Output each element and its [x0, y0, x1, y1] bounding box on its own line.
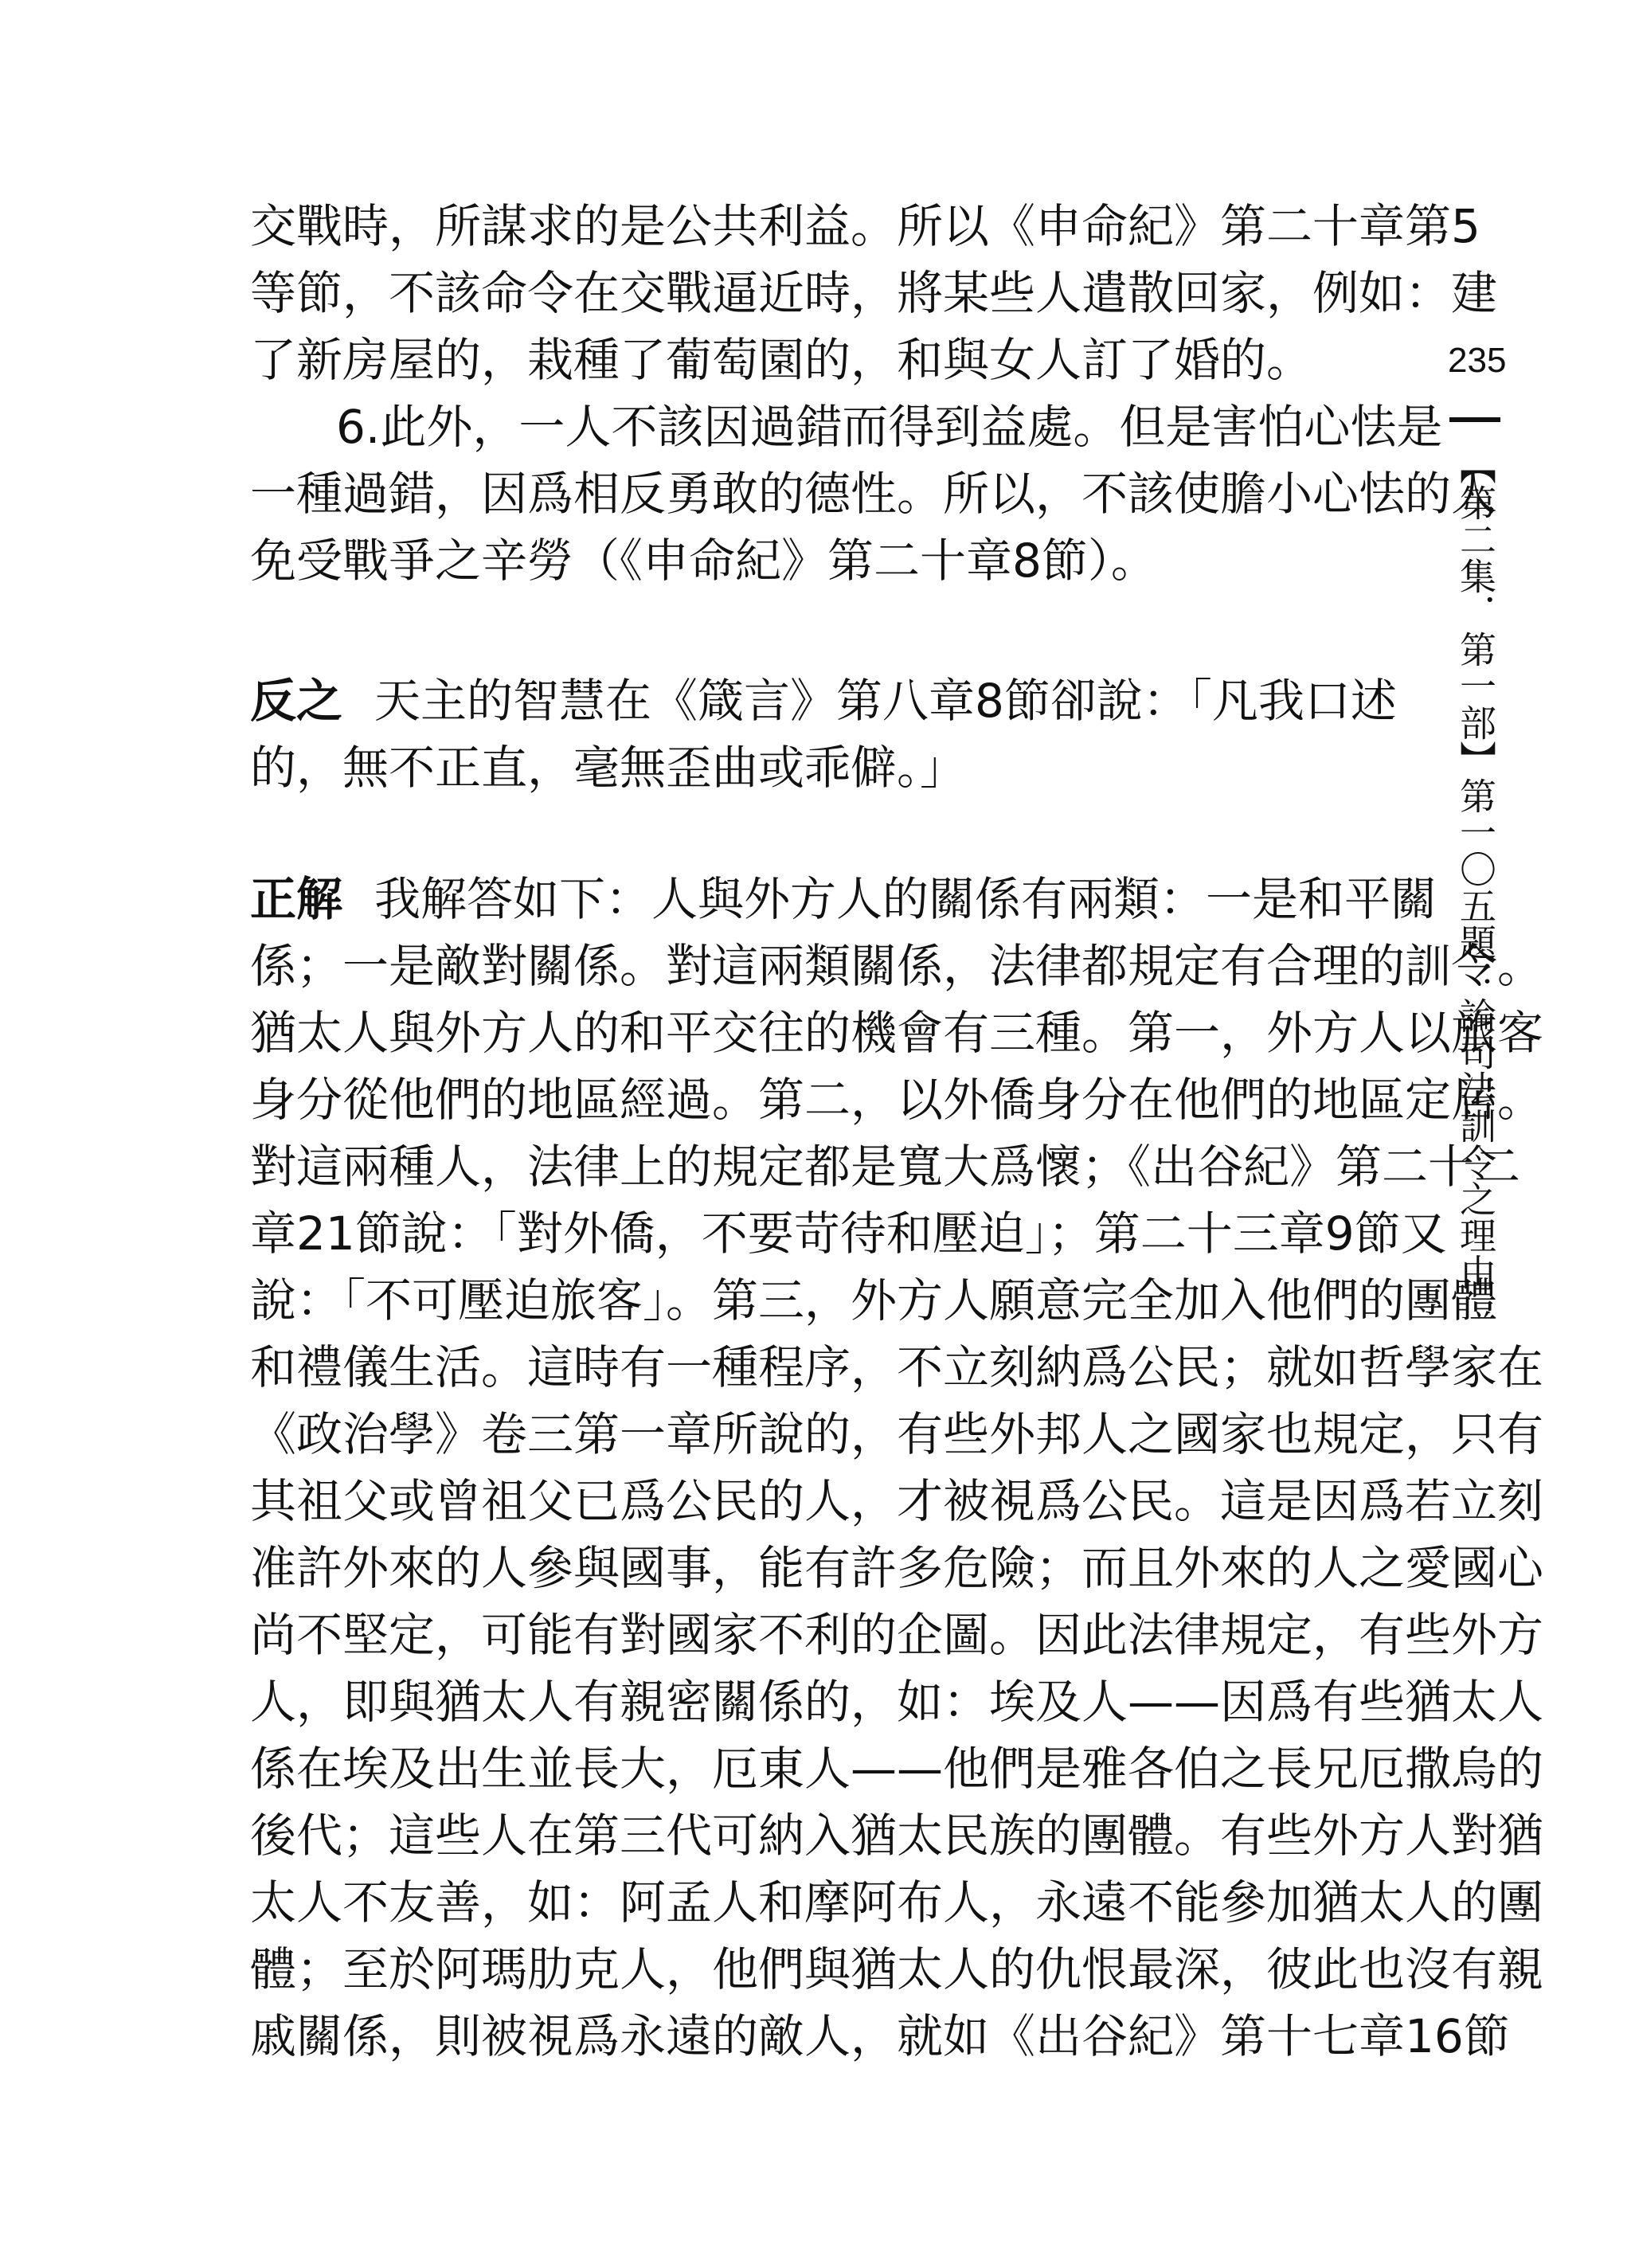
paragraph-2: [250, 393, 1498, 594]
text-line: 戚關係，則被視爲永遠的敵人，就如《出谷紀》第十七章16節: [250, 2009, 1510, 2063]
text-line: 係；一是敵對關係。對這兩類關係，法律都規定有合理的訓令。: [250, 939, 1544, 993]
text-segment: 我解答如下：人與外方人的關係有兩類：一是和平關: [374, 872, 1437, 926]
text-line: 和禮儀生活。這時有一種程序，不立刻納爲公民；就如哲學家在: [250, 1340, 1544, 1394]
sed-contra: [250, 667, 1397, 801]
text-line: 人，即與猶太人有親密關係的，如：埃及人——因爲有些猶太人: [250, 1675, 1544, 1729]
text-line: 係在埃及出生並長大，厄東人——他們是雅各伯之長兄厄撒烏的: [250, 1742, 1544, 1796]
text-segment: 天主的智慧在《箴言》第八章8節卻說：「凡我口述: [374, 674, 1397, 728]
text-line: 准許外來的人參與國事，能有許多危險；而且外來的人之愛國心: [250, 1541, 1544, 1595]
text-line: 等節，不該命令在交戰逼近時，將某些人遣散回家，例如：建: [250, 266, 1498, 320]
page-number: 235: [1448, 341, 1507, 380]
text-line: 的，無不正直，毫無歪曲或乖僻。」: [250, 741, 967, 795]
text-line: 了新房屋的，栽種了葡萄園的，和與女人訂了婚的。: [250, 333, 1313, 387]
text-line: 說：「不可壓迫旅客」。第三，外方人願意完全加入他們的團體: [250, 1273, 1498, 1328]
text-line: 免受戰爭之辛勞（《申命紀》第二十章8節）。: [250, 534, 1157, 588]
text-line: 一種過錯，因爲相反勇敢的德性。所以，不該使膽小心怯的人: [250, 467, 1498, 521]
text-line: 6.此外，一人不該因過錯而得到益處。但是害怕心怯是: [336, 400, 1443, 454]
text-line: 交戰時，所謀求的是公共利益。所以《申命紀》第二十章第5: [250, 199, 1480, 253]
text-line: 後代；這些人在第三代可納入猶太民族的團體。有些外方人對猶: [250, 1809, 1544, 1863]
text-line: 《政治學》卷三第一章所說的，有些外邦人之國家也規定，只有: [250, 1407, 1544, 1461]
sed-contra-label: 反之: [250, 674, 343, 728]
text-line: 體；至於阿瑪肋克人，他們與猶太人的仇恨最深，彼此也沒有親: [250, 1942, 1544, 1996]
text-line: 尚不堅定，可能有對國家不利的企圖。因此法律規定，有些外方: [250, 1608, 1544, 1662]
text-line: 身分從他們的地區經過。第二，以外僑身分在他們的地區定居。: [250, 1073, 1544, 1127]
running-head: 【第二集．第一部】第一〇五題：論司法訓令之理由: [1454, 448, 1497, 1290]
text-line: 猶太人與外方人的和平交往的機會有三種。第一，外方人以旅客: [250, 1006, 1544, 1060]
text-line: 對這兩種人，法律上的規定都是寬大爲懷；《出谷紀》第二十二: [250, 1140, 1521, 1194]
header-rule: [1449, 417, 1500, 422]
text-line: 太人不友善，如：阿孟人和摩阿布人，永遠不能參加猶太人的團: [250, 1875, 1544, 1930]
text-line: 章21節說：「對外僑，不要苛待和壓迫」；第二十三章9節又: [250, 1206, 1447, 1261]
text-line: [250, 866, 1437, 933]
respondeo-label: 正解: [250, 872, 343, 926]
text-line: 其祖父或曾祖父已爲公民的人，才被視爲公民。這是因爲若立刻: [250, 1474, 1544, 1528]
text-line: [250, 667, 1397, 734]
